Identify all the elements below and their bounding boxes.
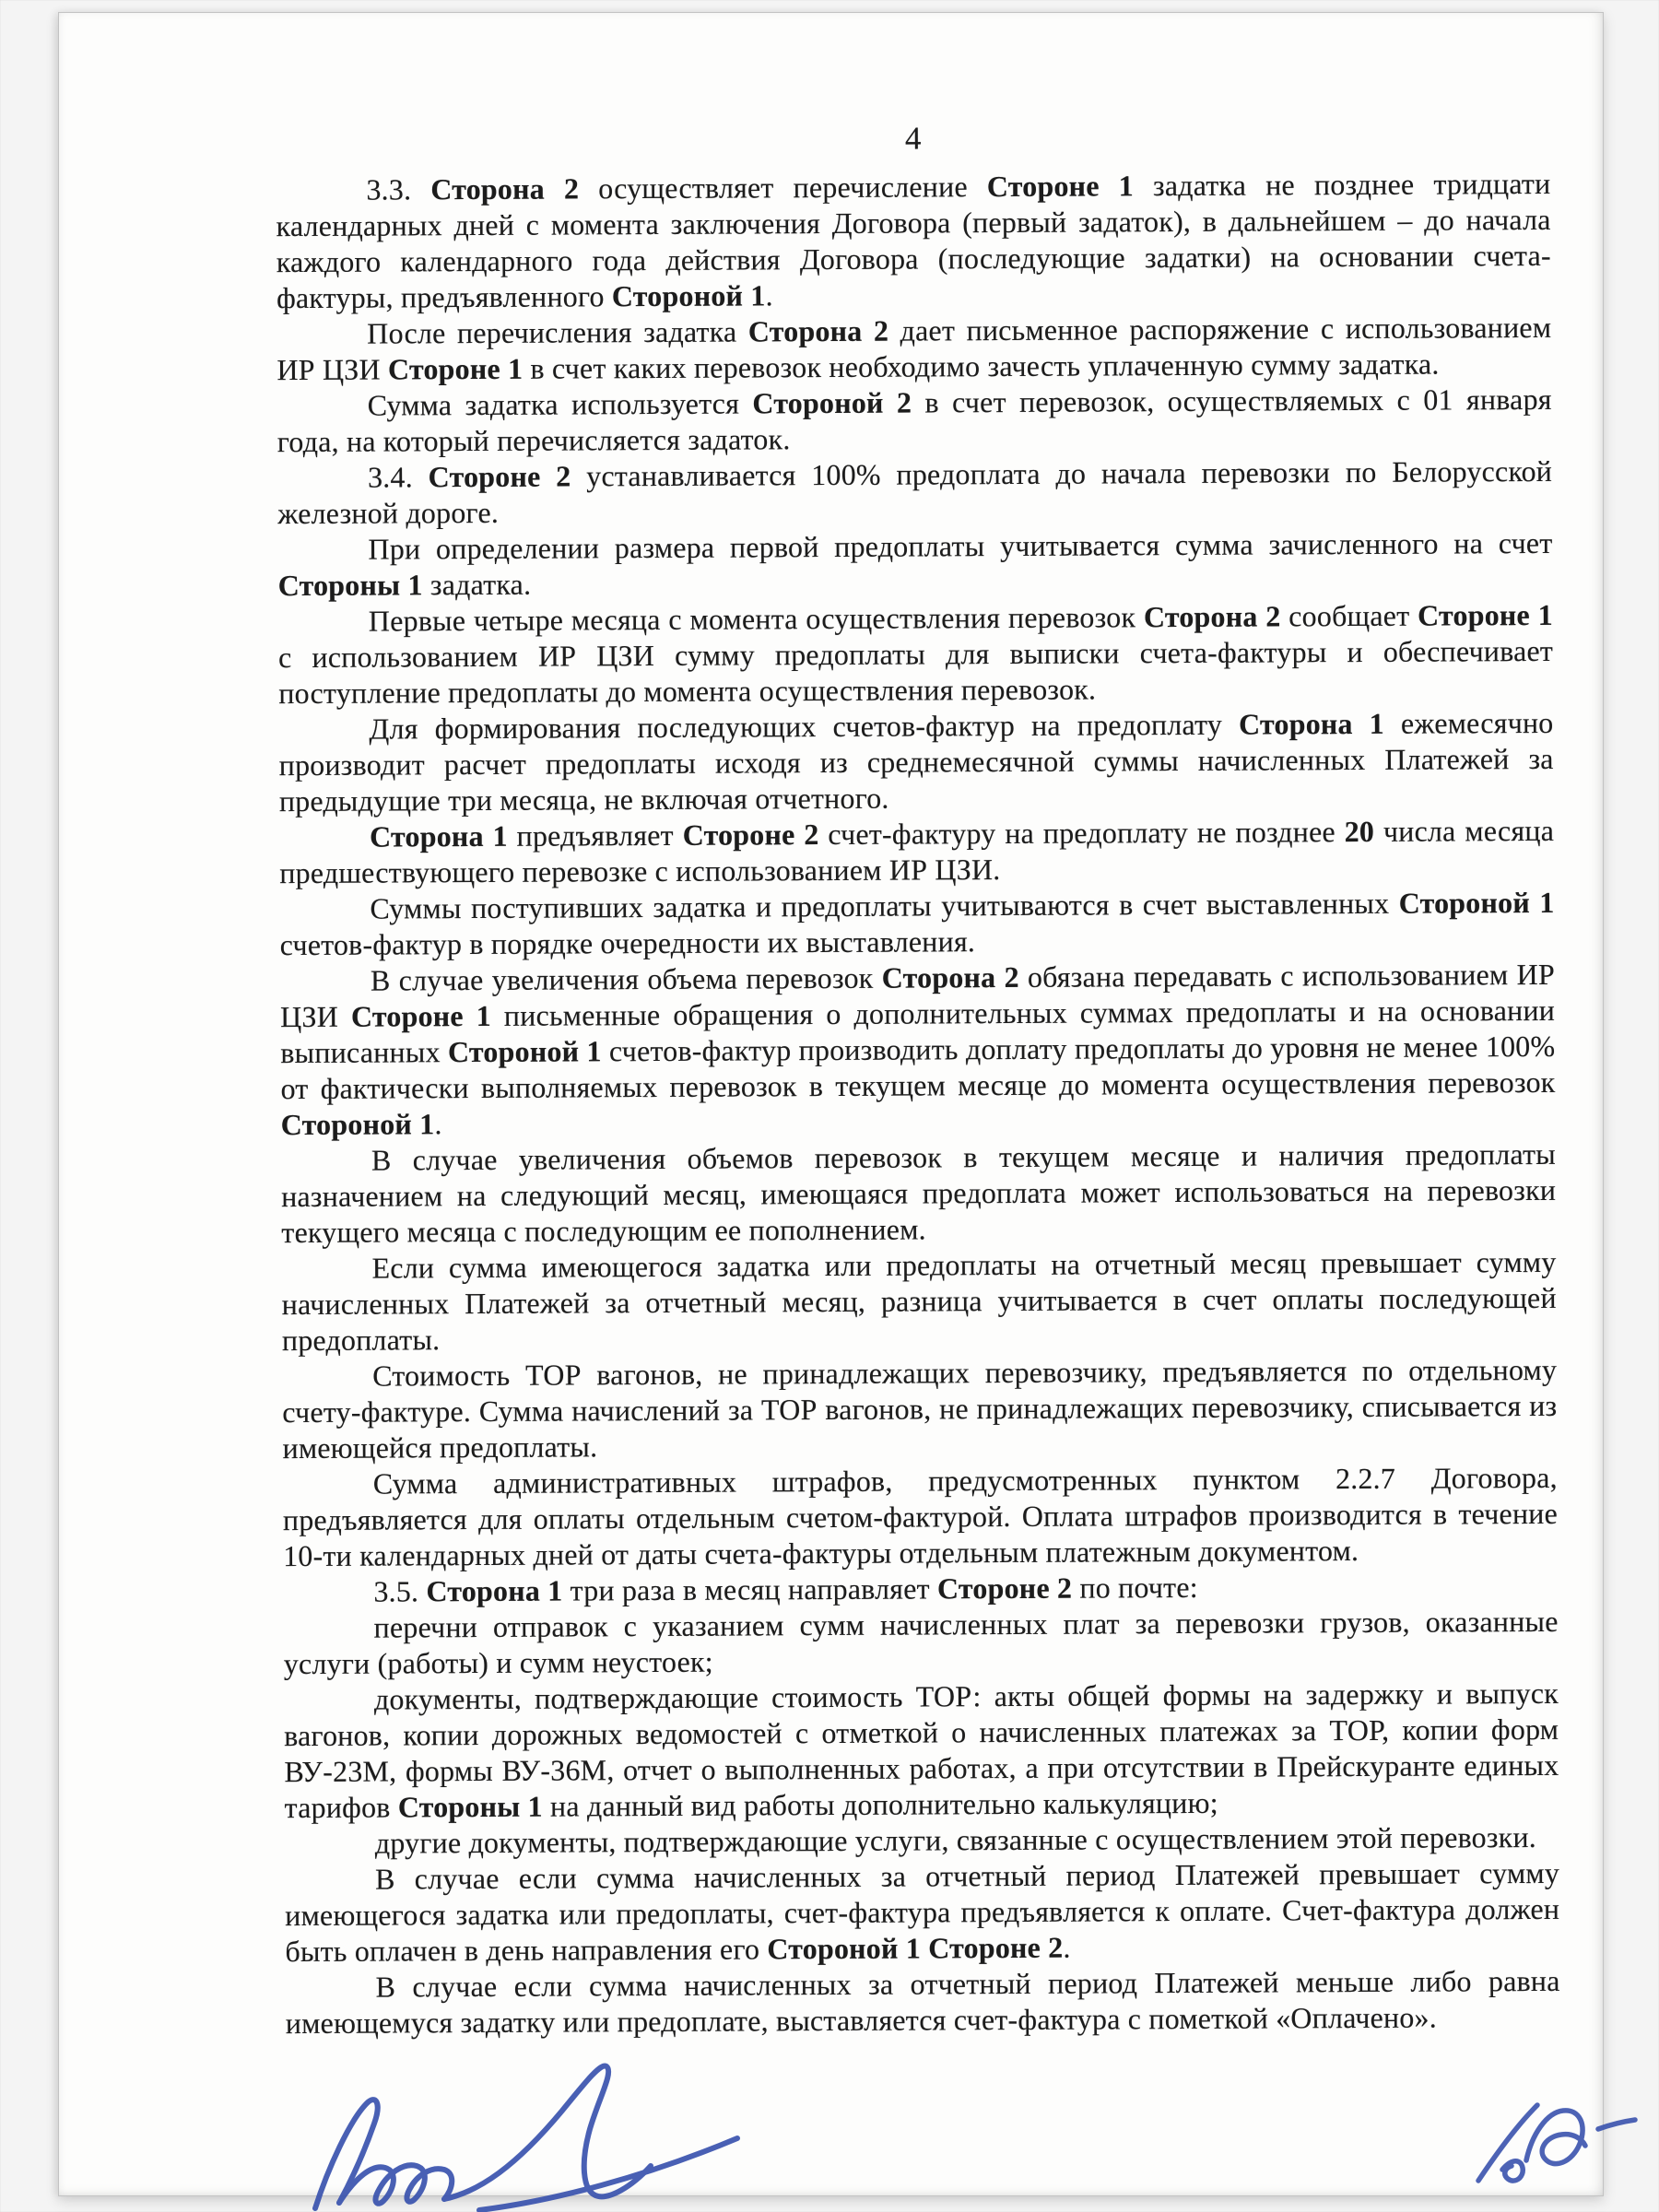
text-run: с использованием ИР ЦЗИ сумму предоплаты для выписки счета-фактуры и обеспечивает поступление предоплаты до момента осуществления перевозок. bbox=[277, 633, 1554, 711]
text-run: документы, подтверждающие стоимость ТОР: акты общей формы на задержку и выпуск вагонов, копии дорожных ведомостей с отметкой о начисленных платежах за ТОР, копии форм ВУ-23М, формы ВУ-36М, отчет о выполненных работах, а при отсутствии в Прейскуранте единых тарифов bbox=[284, 1676, 1559, 1825]
bold-term: Стороне 2 bbox=[936, 1571, 1073, 1606]
bold-term: Сторона 2 bbox=[747, 313, 889, 348]
text-run: по почте: bbox=[1072, 1570, 1198, 1605]
bold-term: Стороне 1 bbox=[350, 998, 492, 1033]
text-run: дает письменное распоряжение с использованием ИР ЦЗИ bbox=[276, 310, 1552, 387]
bold-term: Стороне 2 bbox=[682, 818, 819, 852]
text-run: В случае если сумма начисленных за отчетный период Платежей превышает сумму имеющегося задатка или предоплаты, счет-фактура предъявляется к оплате. Счет-фактура должен быть оплачен в день направления его bbox=[285, 1855, 1560, 1969]
text-run: Сумма задатка используется bbox=[367, 386, 753, 422]
bold-term: Стороной 2 bbox=[752, 385, 912, 420]
text-run: При определении размера первой предоплаты учитывается сумма зачисленного на счет bbox=[368, 525, 1553, 566]
text-run: числа месяца предшествующего перевозке с использованием ИР ЦЗИ. bbox=[279, 813, 1555, 890]
text-run: сообщает bbox=[1280, 598, 1418, 633]
text-run: Сумма административных штрафов, предусмотренных пунктом 2.2.7 Договора, предъявляется для оплаты отдельным счетом-фактурой. Оплата штрафов производится в течение 10-ти календарных дней от даты счета-фактуры отдельным платежным документом. bbox=[282, 1460, 1559, 1573]
scan-skew-wrapper bbox=[58, 12, 1604, 2196]
text-run: . bbox=[434, 1107, 442, 1141]
text-run: осуществляет перечисление bbox=[579, 170, 987, 206]
bold-term: Стороны 1 bbox=[277, 568, 423, 603]
paragraph bbox=[281, 1136, 1557, 1251]
bold-term: Стороне 2 bbox=[428, 459, 571, 494]
document-paragraphs bbox=[276, 166, 1560, 2041]
text-run: 3.4. bbox=[367, 460, 429, 494]
bold-term: Стороной 1 bbox=[447, 1034, 602, 1069]
text-run: перечни отправок с указанием сумм начисленных плат за перевозки грузов, оказанные услуги (работы) и сумм неустоек; bbox=[283, 1604, 1559, 1681]
paragraph bbox=[280, 957, 1556, 1143]
text-run: В случае увеличения объема перевозок bbox=[370, 960, 882, 997]
text-run: предъявляет bbox=[507, 818, 683, 853]
text-run: Если сумма имеющегося задатка или предоплаты на отчетный месяц превышает сумму начисленных Платежей за отчетный месяц, разница учитывается в счет оплаты последующей предоплаты. bbox=[281, 1244, 1557, 1358]
paper-sheet bbox=[58, 12, 1604, 2196]
text-run: обязана передавать с использованием ИР ЦЗИ bbox=[280, 957, 1555, 1034]
paragraph bbox=[283, 1460, 1559, 1574]
paragraph bbox=[278, 597, 1554, 712]
bold-term: 20 bbox=[1344, 814, 1375, 849]
text-run: 3.5. bbox=[373, 1574, 427, 1608]
text-run: В случае увеличения объемов перевозок в текущем месяце и наличия предоплаты назначением на следующий месяц, имеющаяся предоплата может использоваться на перевозки текущего месяца с последующим ее пополнением. bbox=[281, 1136, 1557, 1250]
text-run: письменные обращения о дополнительных суммах предоплаты и на основании выписанных bbox=[280, 993, 1556, 1070]
text-run: Для формирования последующих счетов-фактур на предоплату bbox=[369, 707, 1240, 746]
text-run: задатка. bbox=[422, 567, 532, 602]
bold-term: Сторона 2 bbox=[430, 171, 580, 206]
paragraph bbox=[281, 1244, 1557, 1359]
paragraph bbox=[277, 453, 1552, 532]
text-run: . bbox=[1063, 1930, 1071, 1964]
bold-term: Стороне 1 bbox=[387, 351, 524, 386]
paragraph bbox=[278, 705, 1554, 819]
bold-term: Стороне 1 bbox=[986, 169, 1135, 204]
page-number: 4 bbox=[904, 120, 922, 157]
text-run: Первые четыре месяца с момента осуществления перевозок bbox=[368, 600, 1145, 638]
paragraph bbox=[276, 166, 1551, 316]
text-run: Суммы поступивших задатка и предоплаты учитываются в счет выставленных bbox=[370, 886, 1399, 925]
text-run: В случае если сумма начисленных за отчетный период Платежей меньше либо равна имеющемуся задатку или предоплате, выставляется счет-фактура с пометкой «Оплачено». bbox=[285, 1963, 1560, 2041]
bold-term: Стороной 1 bbox=[611, 278, 766, 313]
bold-term: Стороной 1 bbox=[280, 1107, 435, 1142]
text-run: другие документы, подтверждающие услуги, связанные с осуществлением этой перевозки. bbox=[374, 1820, 1537, 1860]
text-run: ежемесячно производит расчет предоплаты исходя из среднемесячной суммы начисленных Платежей за предыдущие три месяца, не включая отчетного. bbox=[278, 705, 1554, 818]
paragraph bbox=[277, 382, 1552, 460]
paragraph bbox=[284, 1676, 1559, 1826]
text-run: 3.3. bbox=[366, 172, 431, 206]
paragraph bbox=[277, 525, 1552, 604]
text-run: счетов-фактур производить доплату предоплаты до уровня не менее 100% от фактически выполняемых перевозок в текущем месяце до момента осуществления перевозок bbox=[280, 1029, 1556, 1106]
paragraph bbox=[279, 813, 1554, 891]
paragraph bbox=[286, 1963, 1560, 2041]
bold-term: Стороне 1 bbox=[1417, 597, 1553, 632]
text-run: . bbox=[765, 278, 773, 312]
paragraph bbox=[282, 1352, 1558, 1466]
text-run: устанавливается 100% предоплата до начала перевозки по Белорусской железной дороге. bbox=[277, 453, 1553, 531]
paragraph bbox=[283, 1604, 1558, 1682]
text-run: После перечисления задатка bbox=[367, 314, 748, 350]
text-run: на данный вид работы дополнительно калькуляцию; bbox=[542, 1785, 1218, 1823]
paragraph bbox=[285, 1855, 1560, 1970]
text-run: Стоимость ТОР вагонов, не принадлежащих перевозчику, предъявляется по отдельному счету-фактуре. Сумма начислений за ТОР вагонов, не принадлежащих перевозчику, списывается из имеющейся предоплаты. bbox=[282, 1352, 1558, 1465]
paragraph bbox=[276, 310, 1551, 388]
text-run: три раза в месяц направляет bbox=[562, 1571, 938, 1607]
bold-term: Стороной 1 bbox=[1398, 885, 1555, 920]
text-run: счетов-фактур в порядке очередности их выставления. bbox=[279, 924, 976, 962]
document-content bbox=[276, 116, 1560, 2041]
text-run: задатка не позднее тридцати календарных дней с момента заключения Договора (первый задаток), в дальнейшем – до начала каждого календарного года действия Договора (последующие задатки) на основании счета-фактуры, предъявленного bbox=[276, 166, 1551, 315]
bold-term: Сторона 1 bbox=[369, 818, 508, 853]
bold-term: Сторона 1 bbox=[1238, 706, 1385, 741]
bold-term: Сторона 2 bbox=[1143, 599, 1281, 634]
text-run: в счет каких перевозок необходимо зачесть уплаченную сумму задатка. bbox=[523, 347, 1440, 385]
bold-term: Сторона 1 bbox=[426, 1573, 563, 1608]
bold-term: Стороной 1 Стороне 2 bbox=[767, 1930, 1064, 1966]
bold-term: Стороны 1 bbox=[397, 1789, 543, 1824]
paragraph bbox=[279, 885, 1554, 963]
text-run: счет-фактуру на предоплату не позднее bbox=[818, 815, 1345, 852]
bold-term: Сторона 2 bbox=[881, 959, 1019, 994]
text-run: в счет перевозок, осуществляемых с 01 января года, на который перечисляется задаток. bbox=[276, 382, 1552, 459]
